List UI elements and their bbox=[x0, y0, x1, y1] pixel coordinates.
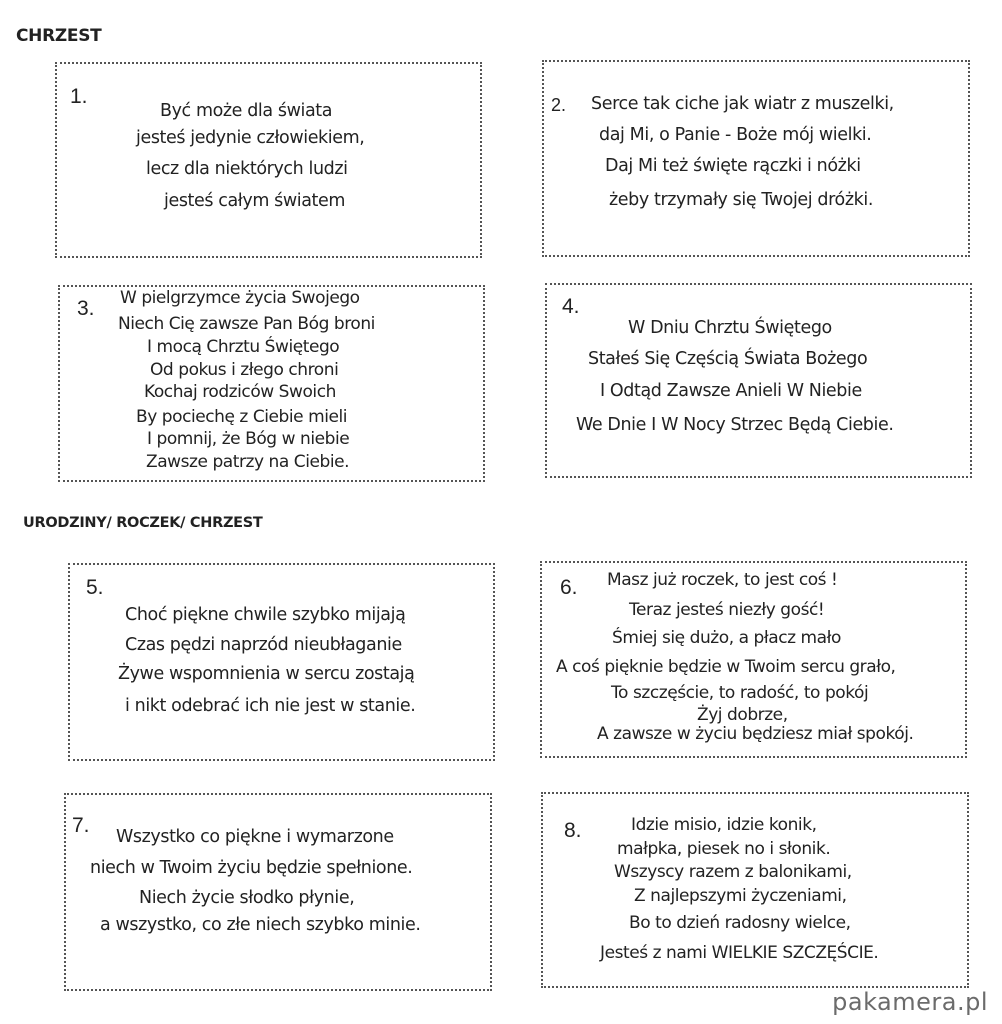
card-line: Serce tak ciche jak wiatr z muszelki, bbox=[591, 94, 894, 114]
card-line: We Dnie I W Nocy Strzec Będą Ciebie. bbox=[576, 415, 894, 435]
card-number: 5. bbox=[86, 576, 104, 599]
card-line: I mocą Chrztu Świętego bbox=[147, 337, 340, 357]
card-line: Zawsze patrzy na Ciebie. bbox=[146, 452, 350, 472]
card-line: By pociechę z Ciebie mieli bbox=[136, 407, 348, 427]
card-number: 4. bbox=[562, 295, 580, 318]
card-line: małpka, piesek no i słonik. bbox=[617, 839, 831, 859]
card-line: Niech Cię zawsze Pan Bóg broni bbox=[118, 314, 375, 334]
card-line: Żywe wspomnienia w sercu zostają bbox=[118, 664, 415, 684]
card-number: 6. bbox=[560, 576, 578, 599]
card-line: Czas pędzi naprzód nieubłaganie bbox=[125, 635, 402, 655]
card-line: a wszystko, co złe niech szybko minie. bbox=[100, 915, 421, 935]
card-number: 3. bbox=[77, 297, 95, 320]
card-line: Wszystko co piękne i wymarzone bbox=[116, 827, 394, 847]
card-line: Być może dla świata bbox=[160, 101, 333, 121]
card-number: 1. bbox=[70, 85, 88, 108]
card-line: To szczęście, to radość, to pokój bbox=[611, 683, 869, 703]
card-5 bbox=[68, 563, 495, 761]
card-line: Jesteś z nami WIELKIE SZCZĘŚCIE. bbox=[600, 943, 879, 963]
card-line: i nikt odebrać ich nie jest w stanie. bbox=[125, 696, 416, 716]
card-line: Choć piękne chwile szybko mijają bbox=[125, 605, 406, 625]
card-line: Daj Mi też święte rączki i nóżki bbox=[605, 156, 861, 176]
card-line: A zawsze w życiu będziesz miał spokój. bbox=[597, 724, 914, 744]
card-line: I pomnij, że Bóg w niebie bbox=[147, 429, 350, 449]
card-line: Żyj dobrze, bbox=[697, 705, 788, 725]
card-line: Idzie misio, idzie konik, bbox=[631, 815, 817, 835]
card-line: żeby trzymały się Twojej dróżki. bbox=[609, 190, 873, 210]
card-line: W pielgrzymce życia Swojego bbox=[120, 288, 360, 308]
card-line: Teraz jesteś niezły gość! bbox=[629, 600, 825, 620]
card-line: Śmiej się dużo, a płacz mało bbox=[612, 628, 841, 648]
card-line: W Dniu Chrztu Świętego bbox=[628, 318, 832, 338]
card-line: jesteś całym światem bbox=[164, 191, 346, 211]
card-number: 7. bbox=[72, 814, 90, 837]
card-line: Z najlepszymi życzeniami, bbox=[634, 886, 847, 906]
card-line: Wszyscy razem z balonikami, bbox=[614, 862, 852, 882]
section-heading-urodziny: URODZINY/ ROCZEK/ CHRZEST bbox=[23, 515, 263, 531]
card-line: Bo to dzień radosny wielce, bbox=[629, 913, 851, 933]
card-line: niech w Twoim życiu będzie spełnione. bbox=[90, 858, 413, 878]
pakamera-watermark-logo: pakamera.pl bbox=[832, 988, 988, 1016]
section-heading-chrzest: CHRZEST bbox=[16, 26, 102, 46]
card-line: jesteś jedynie człowiekiem, bbox=[136, 128, 365, 148]
card-line: Od pokus i złego chroni bbox=[150, 360, 339, 380]
card-line: Niech życie słodko płynie, bbox=[139, 888, 355, 908]
card-line: I Odtąd Zawsze Anieli W Niebie bbox=[600, 381, 862, 401]
card-number: 2. bbox=[551, 95, 567, 115]
card-line: daj Mi, o Panie - Boże mój wielki. bbox=[599, 125, 872, 145]
card-line: A coś pięknie będzie w Twoim sercu grało, bbox=[556, 657, 896, 677]
card-line: Masz już roczek, to jest coś ! bbox=[607, 570, 838, 590]
card-line: Stałeś Się Częścią Świata Bożego bbox=[588, 349, 868, 369]
card-line: Kochaj rodziców Swoich bbox=[144, 382, 336, 402]
card-number: 8. bbox=[564, 819, 582, 842]
card-line: lecz dla niektórych ludzi bbox=[146, 159, 348, 179]
